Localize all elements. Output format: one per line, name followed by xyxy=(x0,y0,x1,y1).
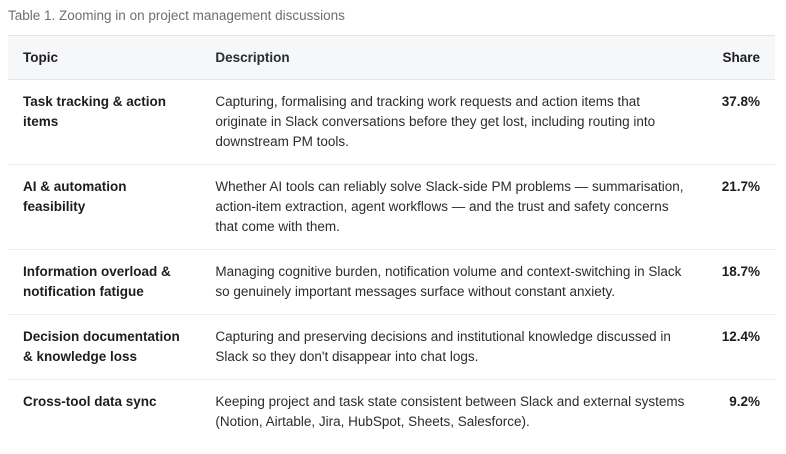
share-cell: 37.8% xyxy=(721,94,760,109)
header-description: Description xyxy=(215,49,290,65)
description-cell: Capturing and preserving decisions and institutional knowledge discussed in Slack so they don't disappear into chat logs. xyxy=(215,329,671,364)
topic-cell: Cross-tool data sync xyxy=(23,394,157,409)
header-topic: Topic xyxy=(23,49,58,65)
table-header-row xyxy=(8,36,775,80)
topics-table xyxy=(8,35,775,444)
topic-cell: Information overload & notification fatigue xyxy=(23,264,171,299)
description-cell: Managing cognitive burden, notification volume and context-switching in Slack so genuinely important messages surface without constant anxiety. xyxy=(215,264,682,299)
table-caption: Table 1. Zooming in on project management discussions xyxy=(8,8,345,23)
table-row xyxy=(8,315,775,380)
topic-cell: Decision documentation & knowledge loss xyxy=(23,329,180,364)
share-cell: 18.7% xyxy=(721,264,760,279)
topic-cell: AI & automation feasibility xyxy=(23,179,127,214)
share-cell: 12.4% xyxy=(721,329,760,344)
share-cell: 9.2% xyxy=(729,394,760,409)
table-row xyxy=(8,80,775,165)
topic-cell: Task tracking & action items xyxy=(23,94,167,129)
table-row xyxy=(8,250,775,315)
description-cell: Whether AI tools can reliably solve Slack-side PM problems — summarisation, action-item extraction, agent workflows — and the trust and safety concerns that come with them. xyxy=(215,179,684,234)
table-row xyxy=(8,165,775,250)
table-row xyxy=(8,380,775,445)
share-cell: 21.7% xyxy=(721,179,760,194)
description-cell: Keeping project and task state consistent between Slack and external systems (Notion, Airtable, Jira, HubSpot, Sheets, Salesforce). xyxy=(215,394,685,429)
description-cell: Capturing, formalising and tracking work requests and action items that originate in Slack conversations before they get lost, including routing into downstream PM tools. xyxy=(215,94,656,149)
header-share: Share xyxy=(722,49,760,65)
